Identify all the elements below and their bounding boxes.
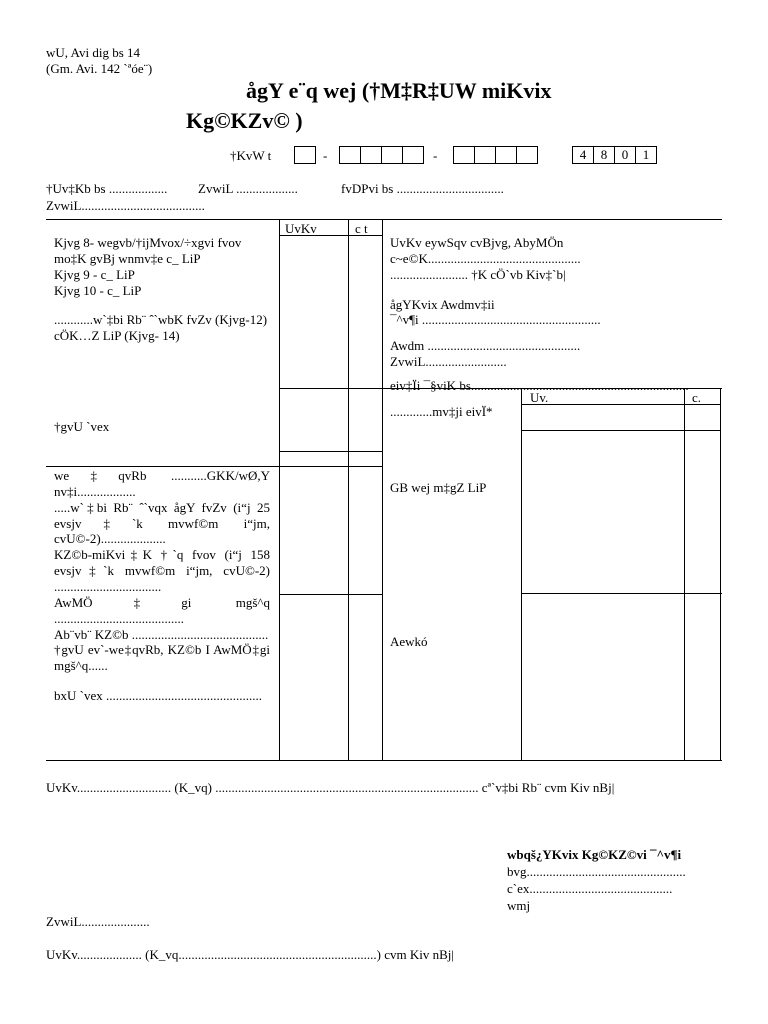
code-box[interactable] [381,146,403,164]
table-col-divider [279,219,280,760]
form-title-line1: ågY e¨q wej (†M‡R‡UW miKvix [246,78,552,103]
table-bottom-rule [46,760,722,761]
form-title-line2: Kg©KZv© ) [186,107,303,133]
subtable-amount-header: Uv. [530,390,549,405]
form-header [46,45,152,77]
date-line: ZvwiL......................... [390,354,507,370]
officer-name-field: bvg................................................. [507,864,686,879]
code-box[interactable] [294,146,316,164]
payment-order-line: UvKv eywSqv cvBjvg, AbyMÖn [390,235,564,250]
table-top-rule [46,219,722,220]
footer-date-field: ZvwiL..................... [46,914,150,929]
subtable-paisa-header: c. [692,390,702,405]
table-col-divider [382,219,383,760]
expense-item: Kjvg 9 - c_ LiP [54,266,135,282]
table-row-divider [279,594,382,595]
expense-item: Kjvg 8- wegvb/†ijMvox/÷xgvi fvov [54,235,242,250]
expense-item: Kjvg 10 - c_ LiP [54,282,142,298]
code-digit: 8 [593,146,615,164]
payment-order-block [390,235,720,394]
expense-item: cÖK…Z LiP (Kjvg- 14) [54,328,180,344]
office-line: Awdm ............................................... [390,338,581,354]
code-digits [573,146,657,164]
subtable-right-border [720,388,721,760]
table-row-divider [46,466,382,467]
code-box[interactable] [360,146,382,164]
payment-order-line: c~e©K............................................... [390,250,581,266]
table-row-divider [521,593,722,594]
year-allocation-label: .............mv‡ji eivÏ* [390,404,493,419]
form-reference: (Gm. Avi. 142 `ªóe¨) [46,60,153,76]
seal-label: wmj [507,898,531,913]
final-payment-line: UvKv.................... (K_vq.............................................................) cvm Kiv nBj| [46,947,454,962]
bill-total-expense-label: GB wej m‡gZ LiP [390,480,487,495]
code-dash: - [323,148,328,163]
spacer [390,283,720,297]
expense-item: ............w`‡bi Rb¨ ˆ`wbK fvZv (Kjvg-12) [54,312,268,328]
deduction-item: we‡qvRb ...........GKK/wØ,Y nv‡i.................. [54,468,270,499]
spacer [54,298,272,312]
amount-column-header: UvKv [285,221,317,236]
allocation-memo-line: eiv‡Ïi ¯§viK bs................................................................... [390,378,689,394]
code-box[interactable] [516,146,538,164]
code-box-group-2 [340,146,424,164]
code-box-group-1 [295,146,316,164]
table-col-divider [348,219,349,760]
deduction-item: Ab¨vb¨ KZ©b .......................................... [54,626,269,642]
code-label: †KvW t [230,148,272,163]
traveller-signature-line: ¯^v¶i ....................................................... [390,312,601,328]
form-number: wU, Avi dig bs 14 [46,45,141,60]
deduction-item: .....w`‡bi Rb¨ ˆ`vqx ågY fvZv (i“j 25 evsjv‡`k mvwf©m i“jm, cvU©-2).................... [54,499,270,547]
code-digit: 1 [635,146,657,164]
subtable-col-divider [684,388,685,760]
net-claim-item: bxU `vex ................................................ [54,688,262,704]
spacer [390,370,720,378]
deduction-item: AwMÖ‡gi mgš^q ........................................ [54,594,270,626]
code-box[interactable] [402,146,424,164]
token-date-field: ZvwiL ................... [198,181,298,196]
expense-item: mo‡K gvBj wnmv‡e c_ LiP [54,250,201,266]
form-title [186,76,552,135]
voucher-date-field: ZvwiL...................................... [46,198,205,213]
deductions-block [54,468,270,704]
code-digit: 4 [572,146,594,164]
expense-items-block [54,235,272,344]
code-box[interactable] [495,146,517,164]
code-box[interactable] [474,146,496,164]
balance-label: Aewkó [390,634,428,649]
spacer [390,328,720,338]
code-box[interactable] [453,146,475,164]
officer-designation-field: c`ex............................................ [507,881,673,896]
traveller-signature-title: ågYKvix Awdmv‡ii [390,296,495,312]
deduction-item: †gvU ev`-we‡qvRb, KZ©b I AwMÖ‡gi mgš^q...... [54,642,270,674]
payment-order-line: ........................ †K cÖ`vb Kiv‡`b| [390,266,566,282]
paisa-column-header: c t [355,221,368,236]
code-dash: - [433,148,438,163]
code-box[interactable] [339,146,361,164]
subtable-row-divider [521,430,720,431]
voucher-number-field: fvDPvi bs ................................. [341,181,504,196]
total-claim-label: †gvU `vex [54,419,110,434]
spacer [54,674,270,688]
subtable-head-underline [521,404,720,405]
subtable-col-divider [521,388,522,760]
payment-amount-line: UvKv............................. (K_vq) ................................................................................. cª`v‡bi Rb¨ cvm Kiv nBj| [46,780,615,795]
controlling-officer-signature-title: wbqš¿YKvix Kg©KZ©vi ¯^v¶i [507,847,682,862]
deduction-item: KZ©b-miKvi‡K †`q fvov (i“j 158 evsjv‡`k mvwf©m i“jm, cvU©-2) ................................. [54,547,270,595]
table-row-divider [279,451,382,452]
code-digit: 0 [614,146,636,164]
code-box-group-3 [454,146,538,164]
token-number-field: †Uv‡Kb bs .................. [46,181,168,196]
